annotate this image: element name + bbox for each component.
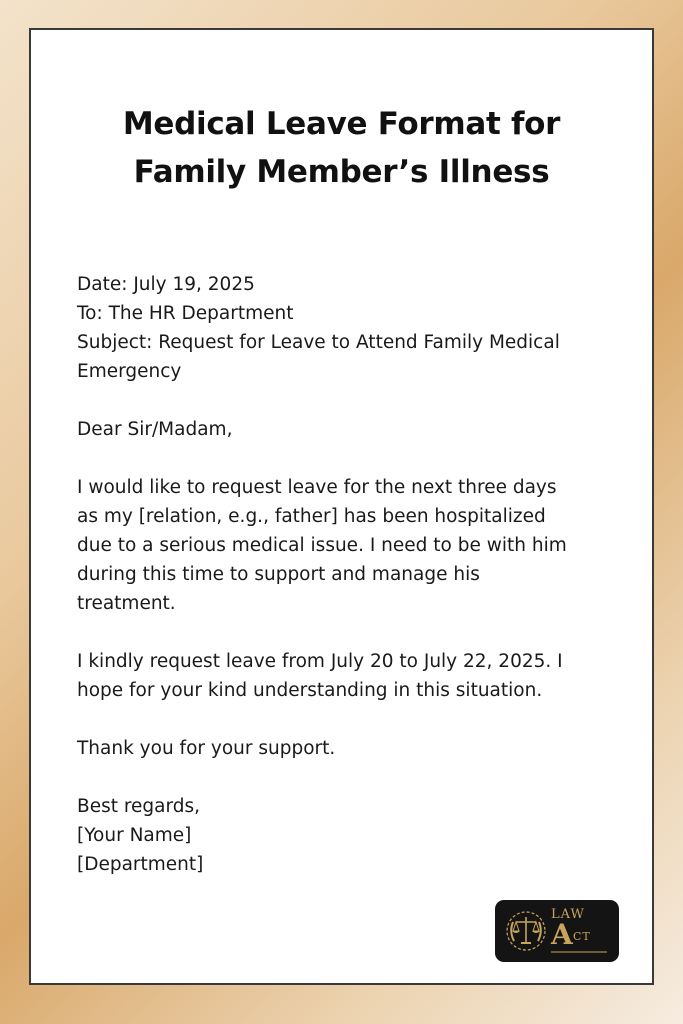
logo-text-law: LAW	[551, 907, 585, 922]
letter-signature-name: [Your Name]	[77, 825, 192, 846]
letter-card	[29, 28, 654, 985]
page-title	[31, 100, 652, 196]
letter-subject-line-1: Subject: Request for Leave to Attend Family Medical	[77, 332, 560, 353]
letter-subject-line-2: Emergency	[77, 361, 182, 382]
logo-text-a: A	[551, 918, 573, 951]
spacer	[77, 763, 617, 792]
spacer	[77, 444, 617, 473]
letter-thanks: Thank you for your support.	[77, 738, 336, 759]
letter-recipient: To: The HR Department	[77, 303, 294, 324]
paragraph-2-line: hope for your kind understanding in this situation.	[77, 680, 543, 701]
letter-closing: Best regards,	[77, 796, 201, 817]
paragraph-1-line: I would like to request leave for the next three days	[77, 477, 557, 498]
letter-date: Date: July 19, 2025	[77, 274, 255, 295]
paragraph-1-line: during this time to support and manage his	[77, 564, 480, 585]
paragraph-1-line: due to a serious medical issue. I need to be with him	[77, 535, 567, 556]
letter-body	[77, 270, 617, 879]
spacer	[77, 618, 617, 647]
spacer	[77, 386, 617, 415]
logo-text-ct: CT	[573, 930, 591, 943]
title-line-1: Medical Leave Format for	[122, 106, 561, 142]
title-line-2: Family Member’s Illness	[133, 154, 550, 190]
paragraph-1-line: as my [relation, e.g., father] has been hospitalized	[77, 506, 546, 527]
lawact-logo	[495, 900, 619, 962]
paragraph-2-line: I kindly request leave from July 20 to July 22, 2025. I	[77, 651, 563, 672]
letter-signature-department: [Department]	[77, 854, 204, 875]
letter-salutation: Dear Sir/Madam,	[77, 419, 233, 440]
spacer	[77, 705, 617, 734]
paragraph-1-line: treatment.	[77, 593, 176, 614]
